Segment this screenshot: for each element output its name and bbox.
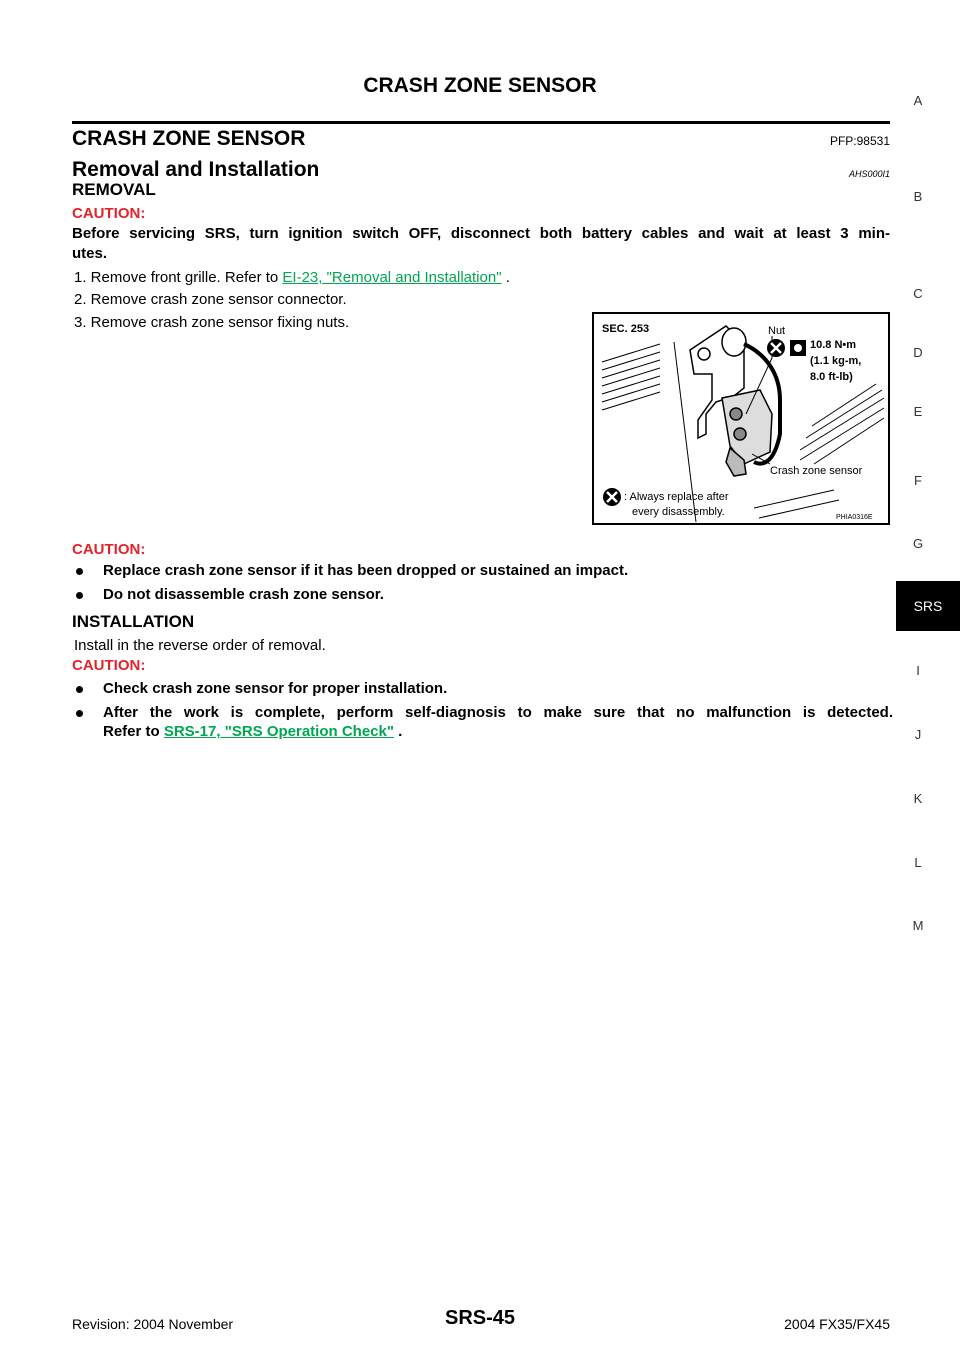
hatching-left bbox=[602, 344, 660, 410]
removal-caution-line1: Before servicing SRS, turn ignition switch OFF, disconnect both battery cables and wait at least 3 min- bbox=[72, 225, 890, 242]
crash-zone-sensor-label: Crash zone sensor bbox=[770, 465, 863, 477]
sidebar-tab-i[interactable]: I bbox=[916, 663, 920, 678]
replace-icon bbox=[767, 339, 785, 357]
installation-bullet-2-ref: Refer to SRS-17, "SRS Operation Check" . bbox=[103, 723, 403, 740]
torque-ftlb: 8.0 ft-lb) bbox=[810, 371, 853, 383]
subsection-title: Removal and Installation bbox=[72, 158, 320, 181]
removal-heading: REMOVAL bbox=[72, 180, 156, 199]
torque-value: 10.8 N•m bbox=[810, 339, 857, 351]
footer-page-number: SRS-45 bbox=[444, 1307, 516, 1329]
ei-23-link[interactable]: EI-23, "Removal and Installation" bbox=[282, 269, 502, 286]
footer-model: 2004 FX35/FX45 bbox=[784, 1316, 890, 1332]
installation-caution-label: CAUTION: bbox=[72, 657, 146, 674]
sidebar-tab-m[interactable]: M bbox=[912, 918, 924, 933]
removal-caution2-label: CAUTION: bbox=[72, 541, 146, 558]
sensor-illustration bbox=[594, 314, 888, 523]
bullet-icon bbox=[76, 710, 83, 717]
bullet-icon bbox=[76, 592, 83, 599]
sidebar-tab-j[interactable]: J bbox=[914, 727, 922, 742]
footer-revision: Revision: 2004 November bbox=[72, 1316, 234, 1332]
sidebar-tab-k[interactable]: K bbox=[913, 791, 923, 806]
legend-replace-icon bbox=[603, 488, 621, 506]
legend-line-1: : Always replace after bbox=[624, 491, 729, 503]
section-title: CRASH ZONE SENSOR bbox=[72, 127, 306, 150]
removal-caution-line2: utes. bbox=[72, 245, 108, 262]
sidebar-tab-a[interactable]: A bbox=[913, 93, 923, 108]
sidebar-tab-d[interactable]: D bbox=[913, 345, 923, 360]
torque-kgm: (1.1 kg-m, bbox=[810, 355, 862, 367]
removal-step-3: 3. Remove crash zone sensor fixing nuts. bbox=[74, 314, 350, 331]
sidebar-tab-srs-active[interactable]: SRS bbox=[896, 581, 960, 631]
crash-zone-sensor-figure bbox=[592, 312, 890, 525]
sidebar-tab-c[interactable]: C bbox=[913, 286, 923, 301]
torque-icon bbox=[790, 340, 806, 356]
installation-heading: INSTALLATION bbox=[72, 612, 195, 631]
header-divider bbox=[72, 121, 890, 124]
legend-line-2: every disassembly. bbox=[632, 506, 725, 518]
sidebar-tab-l[interactable]: L bbox=[914, 855, 922, 870]
sidebar-tab-g[interactable]: G bbox=[912, 536, 924, 551]
sidebar-tab-e[interactable]: E bbox=[913, 404, 923, 419]
bullet-icon bbox=[76, 686, 83, 693]
figure-nut-label: Nut bbox=[768, 325, 786, 337]
document-code: AHS000I1 bbox=[848, 169, 890, 179]
sidebar-tab-b[interactable]: B bbox=[913, 189, 923, 204]
srs-17-link[interactable]: SRS-17, "SRS Operation Check" bbox=[163, 723, 394, 740]
removal-step-2: 2. Remove crash zone sensor connector. bbox=[74, 291, 347, 308]
part-number: PFP:98531 bbox=[829, 134, 890, 148]
removal-caution-label: CAUTION: bbox=[72, 205, 146, 222]
removal-step-1: 1. Remove front grille. Refer to EI-23, "Removal and Installation" . bbox=[74, 269, 510, 286]
figure-id: PHIA0316E bbox=[836, 514, 873, 521]
bullet-icon bbox=[76, 568, 83, 575]
sensor-bracket bbox=[690, 326, 780, 476]
installation-text: Install in the reverse order of removal. bbox=[74, 637, 326, 654]
sidebar-tab-f[interactable]: F bbox=[914, 473, 922, 488]
page-header-title: CRASH ZONE SENSOR bbox=[363, 74, 597, 97]
figure-section-label: SEC. 253 bbox=[602, 323, 650, 335]
